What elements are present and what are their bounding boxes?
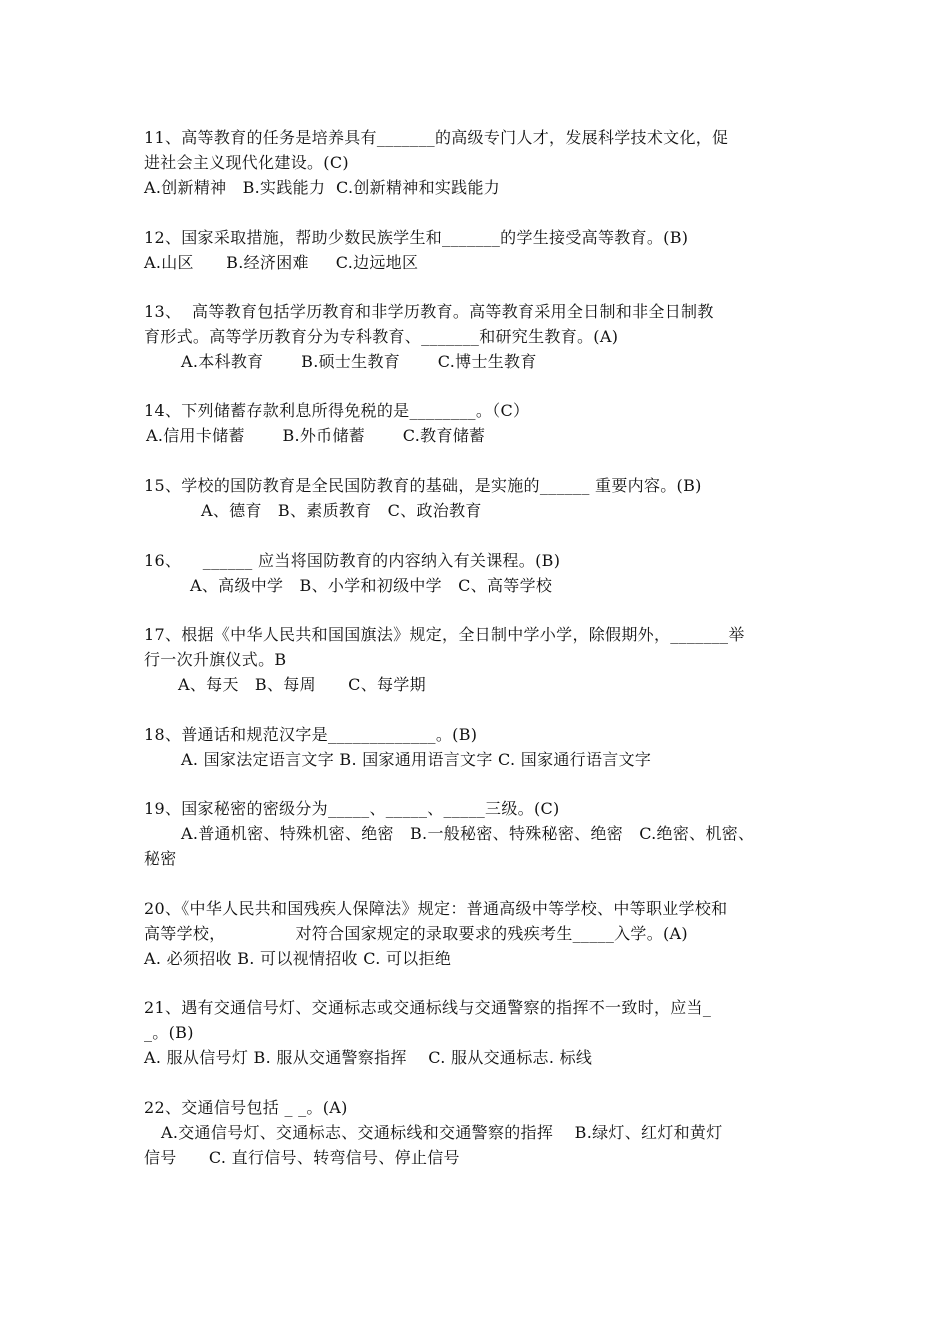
q20-stem-line-2: 高等学校， 对符合国家规定的录取要求的残疾考生_____入学。(A) [144, 924, 688, 943]
q20-stem-line-1: 20、《中华人民共和国残疾人保障法》规定：普通高级中等学校、中等职业学校和 [144, 899, 728, 918]
q21-stem-line-2: _。(B) [144, 1023, 194, 1042]
q11-stem-line-1: 11、高等教育的任务是培养具有_______的高级专门人才，发展科学技术文化，促 [144, 128, 729, 147]
q13-options: A.本科教育 B.硕士生教育 C.博士生教育 [181, 352, 537, 371]
q13-stem-line-1: 13、 高等教育包括学历教育和非学历教育。高等教育采用全日制和非全日制教 [144, 302, 714, 321]
q15-stem-line-1: 15、学校的国防教育是全民国防教育的基础，是实施的______ 重要内容。(B) [144, 476, 702, 495]
q19-stem-line-1: 19、国家秘密的密级分为_____、_____、_____三级。(C) [144, 799, 560, 818]
q16-options: A、高级中学 B、小学和初级中学 C、高等学校 [190, 576, 553, 595]
q12-options: A.山区 B.经济困难 C.边远地区 [144, 253, 419, 272]
q19-options-line-2: 秘密 [144, 849, 177, 868]
q15-options: A、德育 B、素质教育 C、政治教育 [201, 501, 482, 520]
q20-options: A. 必须招收 B. 可以视情招收 C. 可以拒绝 [144, 949, 452, 968]
q22-options-line-2: 信号 C. 直行信号、转弯信号、停止信号 [144, 1148, 460, 1167]
q11-options: A.创新精神 B.实践能力 C.创新精神和实践能力 [144, 178, 501, 197]
q13-stem-line-2: 育形式。高等学历教育分为专科教育、_______和研究生教育。(A) [144, 327, 619, 346]
q14-options: A.信用卡储蓄 B.外币储蓄 C.教育储蓄 [146, 426, 486, 445]
q18-stem-line-1: 18、普通话和规范汉字是_____________。(B) [144, 725, 478, 744]
q16-stem-line-1: 16、 ______ 应当将国防教育的内容纳入有关课程。(B) [144, 551, 561, 570]
q12-stem-line-1: 12、国家采取措施，帮助少数民族学生和_______的学生接受高等教育。(B) [144, 228, 689, 247]
q11-stem-line-2: 进社会主义现代化建设。(C) [144, 153, 349, 172]
q17-stem-line-2: 行一次升旗仪式。B [144, 650, 287, 669]
q14-stem-line-1: 14、下列储蓄存款利息所得免税的是________。（C） [144, 401, 530, 420]
q19-options-line-1: A.普通机密、特殊机密、绝密 B.一般秘密、特殊秘密、绝密 C.绝密、机密、 [181, 824, 755, 843]
q22-stem-line-1: 22、交通信号包括 _ _。(A) [144, 1098, 348, 1117]
q17-options: A、每天 B、每周 C、每学期 [178, 675, 426, 694]
q22-options-line-1: A.交通信号灯、交通标志、交通标线和交通警察的指挥 B.绿灯、红灯和黄灯 [161, 1123, 723, 1142]
q17-stem-line-1: 17、根据《中华人民共和国国旗法》规定，全日制中学小学，除假期外，_______举 [144, 625, 745, 644]
q21-stem-line-1: 21、遇有交通信号灯、交通标志或交通标线与交通警察的指挥不一致时，应当_ [144, 998, 712, 1017]
q18-options: A. 国家法定语言文字 B. 国家通用语言文字 C. 国家通行语言文字 [181, 750, 652, 769]
q21-options: A. 服从信号灯 B. 服从交通警察指挥 C. 服从交通标志. 标线 [144, 1048, 593, 1067]
